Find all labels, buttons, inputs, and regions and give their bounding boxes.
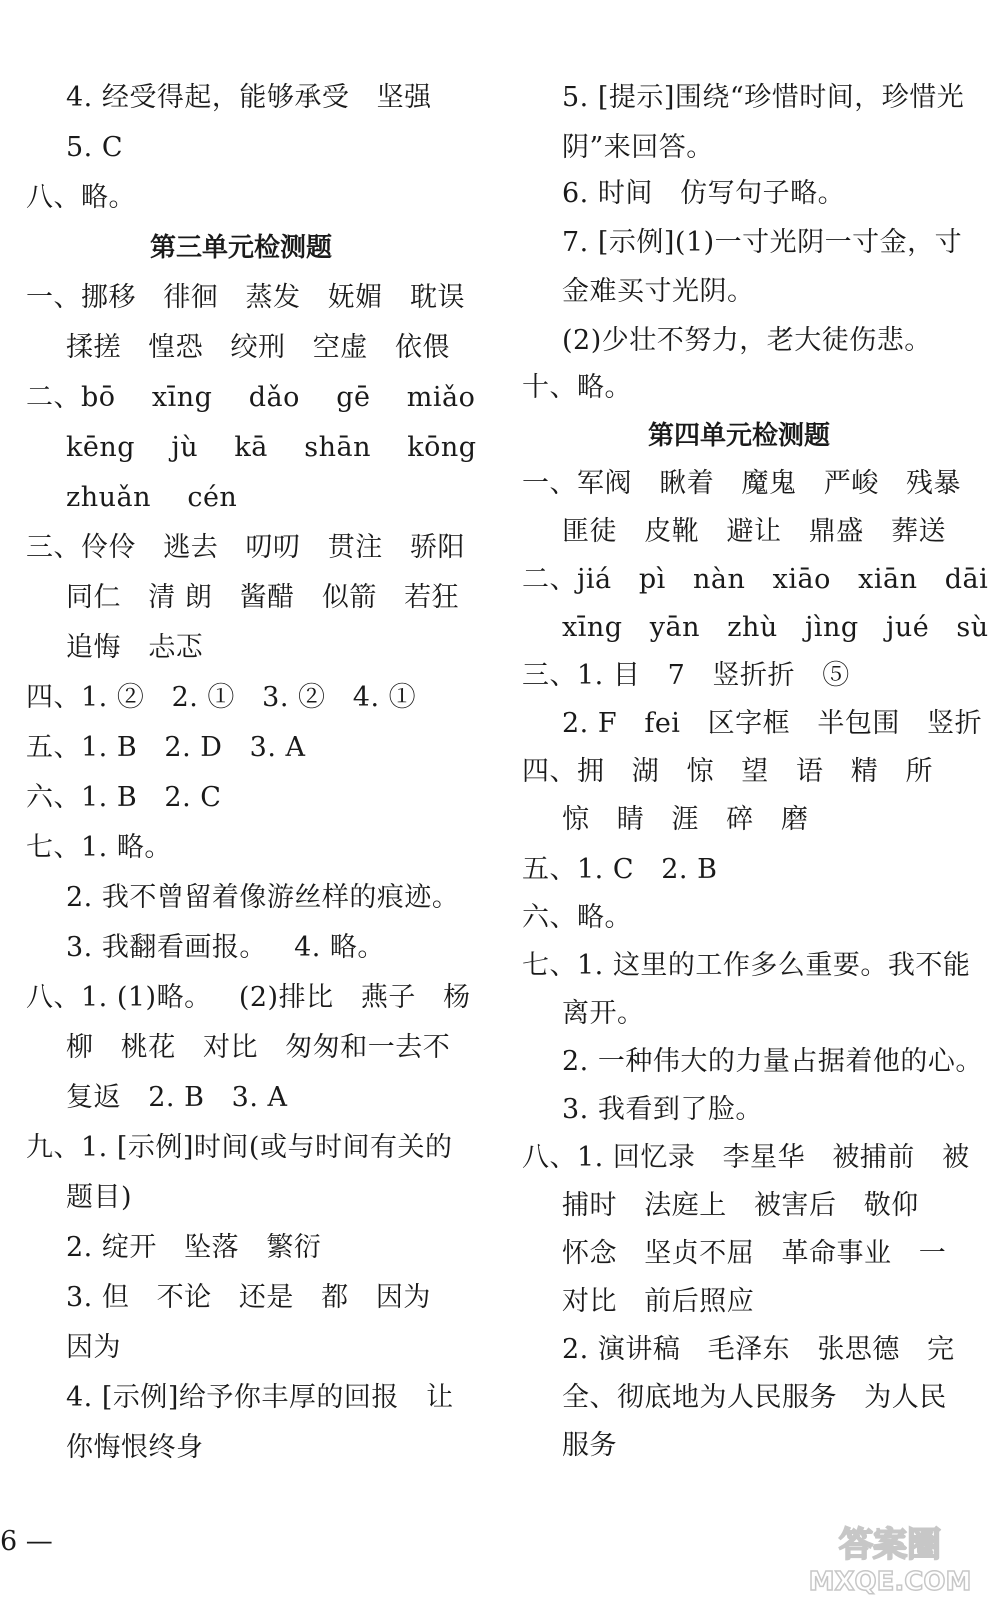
answer-line: 3. 我翻看画报。 4. 略。 [66, 932, 385, 963]
answer-line: 2. 一种伟大的力量占据着他的心。 [562, 1046, 983, 1077]
answer-line: 服务 [562, 1430, 617, 1461]
answer-line: 二、jiá pì nàn xiāo xiān dāi [522, 564, 989, 595]
unit-4-heading: 第四单元检测题 [648, 421, 831, 451]
answer-line: 二、bō xīng dǎo gē miǎo [26, 382, 476, 413]
answer-line: xīng yān zhù jìng jué sù [562, 612, 989, 643]
answer-line: 六、1. B 2. C [26, 782, 222, 813]
answer-line: 匪徒 皮靴 避让 鼎盛 葬送 [562, 516, 946, 547]
watermark-text-bottom: MXQE.COM [808, 1567, 972, 1596]
answer-line: 4. 经受得起，能够承受 坚强 [66, 82, 432, 113]
answer-line: 同仁 清 朗 酱醋 似箭 若狂 [66, 582, 460, 613]
unit-3-heading: 第三单元检测题 [150, 233, 333, 263]
answer-line: 六、略。 [522, 902, 632, 933]
answer-line: 五、1. B 2. D 3. A [26, 732, 306, 763]
answer-line: kēng jù kā shān kōng [66, 432, 477, 463]
watermark-logo [792, 1514, 988, 1596]
answer-line: 阴”来回答。 [562, 132, 714, 163]
answer-line: 怀念 坚贞不屈 革命事业 一 [562, 1238, 947, 1269]
answer-line: 全、彻底地为人民服务 为人民 [562, 1382, 947, 1413]
answer-line: 题目) [66, 1182, 133, 1213]
answer-line: 七、1. 这里的工作多么重要。我不能 [522, 950, 971, 981]
answer-line: 揉搓 惶恐 绞刑 空虚 依偎 [66, 332, 450, 363]
answer-line: 5. C [66, 132, 124, 163]
answer-line: 五、1. C 2. B [522, 854, 718, 885]
answer-line: 捕时 法庭上 被害后 敬仰 [562, 1190, 919, 1221]
answer-line: 四、1. ② 2. ① 3. ② 4. ① [26, 682, 417, 713]
answer-line: 三、1. 目 7 竖折折 ⑤ [522, 660, 850, 691]
answer-line: 九、1. [示例]时间(或与时间有关的 [26, 1132, 453, 1163]
answer-line: 2. 绽开 坠落 繁衍 [66, 1232, 322, 1263]
answer-line: 惊 睛 涯 碎 磨 [562, 804, 809, 835]
answer-line: 复返 2. B 3. A [66, 1082, 288, 1113]
answer-line: 5. [提示]围绕“珍惜时间，珍惜光 [562, 82, 965, 113]
answer-line: 2. 我不曾留着像游丝样的痕迹。 [66, 882, 460, 913]
answer-line: 金难买寸光阴。 [562, 276, 755, 307]
answer-line: 2. 演讲稿 毛泽东 张思德 完 [562, 1334, 955, 1365]
answer-line: 7. [示例](1)一寸光阴一寸金，寸 [562, 227, 963, 258]
answer-line: 八、略。 [26, 182, 136, 213]
answer-line: 一、挪移 徘徊 蒸发 妩媚 耽误 [26, 282, 465, 313]
answer-line: 6. 时间 仿写句子略。 [562, 178, 846, 209]
answer-line: 八、1. 回忆录 李星华 被捕前 被 [522, 1142, 970, 1173]
answer-line: 因为 [66, 1332, 121, 1363]
answer-line: 一、军阀 瞅着 魔鬼 严峻 残暴 [522, 468, 961, 499]
answer-line: 四、拥 湖 惊 望 语 精 所 [522, 756, 933, 787]
answer-line: 对比 前后照应 [562, 1286, 755, 1317]
page-number: 6 — [0, 1526, 53, 1557]
answer-line: 你悔恨终身 [66, 1432, 204, 1463]
answer-line: 2. F fei 区字框 半包围 竖折 [562, 708, 983, 739]
answer-line: zhuǎn cén [66, 482, 238, 513]
answer-line: 3. 我看到了脸。 [562, 1094, 763, 1125]
answer-line: 三、伶伶 逃去 叨叨 贯注 骄阳 [26, 532, 465, 563]
answer-line: 离开。 [562, 998, 645, 1029]
answer-line: 追悔 忐忑 [66, 632, 204, 663]
answer-line: 4. [示例]给予你丰厚的回报 让 [66, 1382, 454, 1413]
watermark-text-top: 答案圈 [839, 1525, 941, 1565]
answer-line: 十、略。 [522, 372, 632, 403]
answer-line: 3. 但 不论 还是 都 因为 [66, 1282, 431, 1313]
answer-line: 八、1. (1)略。 (2)排比 燕子 杨 [26, 982, 471, 1013]
answer-line: 柳 桃花 对比 匆匆和一去不 [66, 1032, 451, 1063]
answer-line: (2)少壮不努力，老大徒伤悲。 [562, 325, 932, 356]
answer-line: 七、1. 略。 [26, 832, 172, 863]
